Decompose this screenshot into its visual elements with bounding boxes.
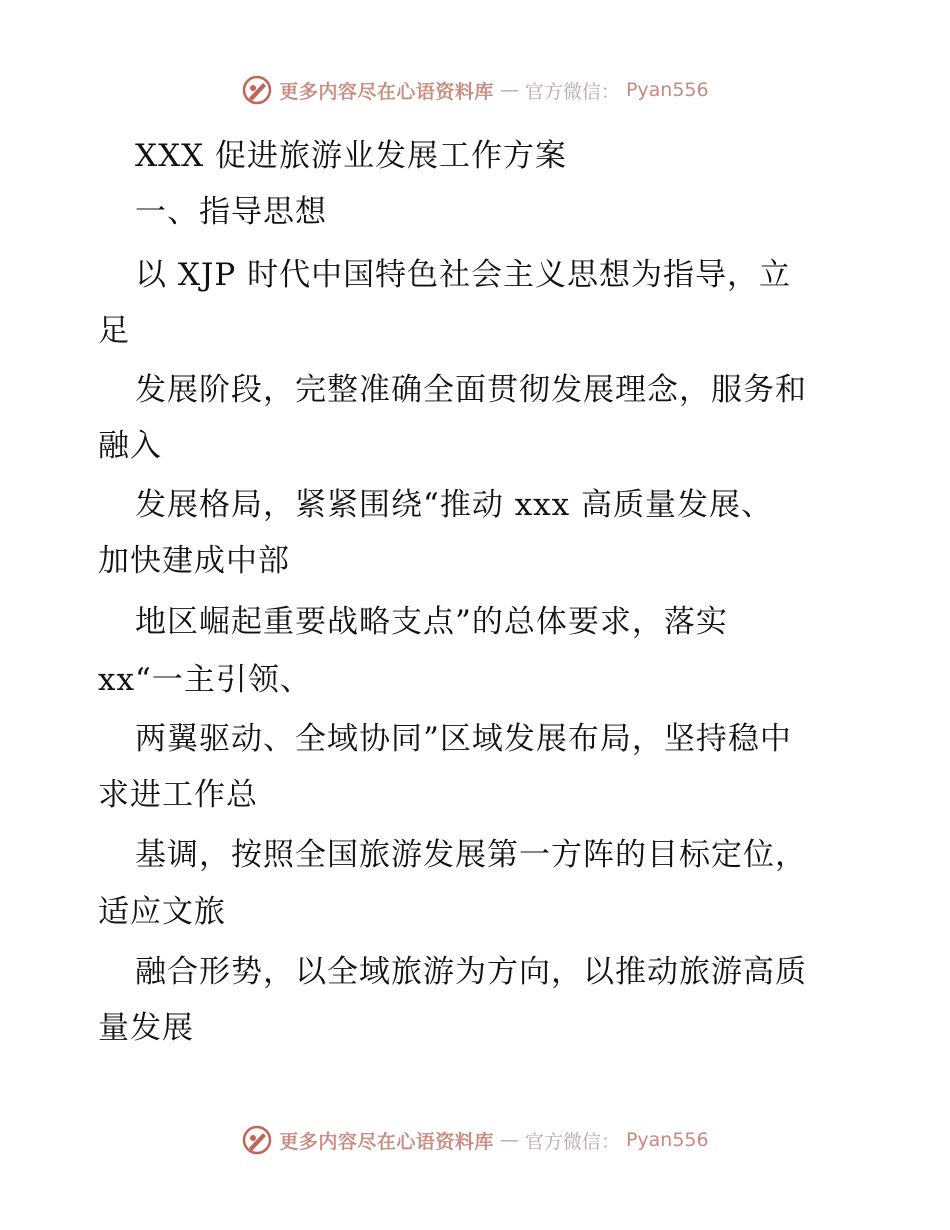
banner-wechat-label: 官方微信： <box>524 80 620 103</box>
header-banner <box>0 70 950 110</box>
paragraph-line: 发展格局，紧紧围绕“推动 xxx 高质量发展、 <box>135 487 774 523</box>
paragraph-line: 发展阶段，完整准确全面贯彻发展理念，服务和 <box>135 372 807 408</box>
banner-wechat-label: 官方微信： <box>524 1130 620 1153</box>
footer-banner <box>0 1120 950 1160</box>
document-title: XXX 促进旅游业发展工作方案 <box>135 138 568 174</box>
paragraph-line: 加快建成中部 <box>98 543 290 579</box>
pen-logo-icon <box>241 74 273 106</box>
banner-separator: — <box>499 1129 519 1151</box>
paragraph-line: 足 <box>98 313 130 349</box>
banner-separator: — <box>499 79 519 101</box>
banner-title: 更多内容尽在心语资料库 <box>279 80 494 103</box>
paragraph-line: 地区崛起重要战略支点”的总体要求，落实 <box>135 604 728 640</box>
paragraph-line: 融合形势，以全域旅游为方向，以推动旅游高质 <box>135 954 807 990</box>
paragraph-line: 求进工作总 <box>98 777 258 813</box>
paragraph-line: 基调，按照全国旅游发展第一方阵的目标定位， <box>135 837 807 873</box>
section-heading: 一、指导思想 <box>135 194 327 230</box>
pen-logo-icon <box>241 1124 273 1156</box>
banner-wechat-id: Pyan556 <box>625 79 709 101</box>
paragraph-line: 适应文旅 <box>98 894 226 930</box>
paragraph-line: 量发展 <box>98 1010 194 1046</box>
banner-title: 更多内容尽在心语资料库 <box>279 1130 494 1153</box>
banner-wechat-id: Pyan556 <box>625 1129 709 1151</box>
paragraph-line: 融入 <box>98 428 162 464</box>
paragraph-line: 两翼驱动、全域协同”区域发展布局，坚持稳中 <box>135 721 792 757</box>
paragraph-line: xx“一主引领、 <box>98 662 312 698</box>
paragraph-line: 以 XJP 时代中国特色社会主义思想为指导，立 <box>135 257 792 293</box>
